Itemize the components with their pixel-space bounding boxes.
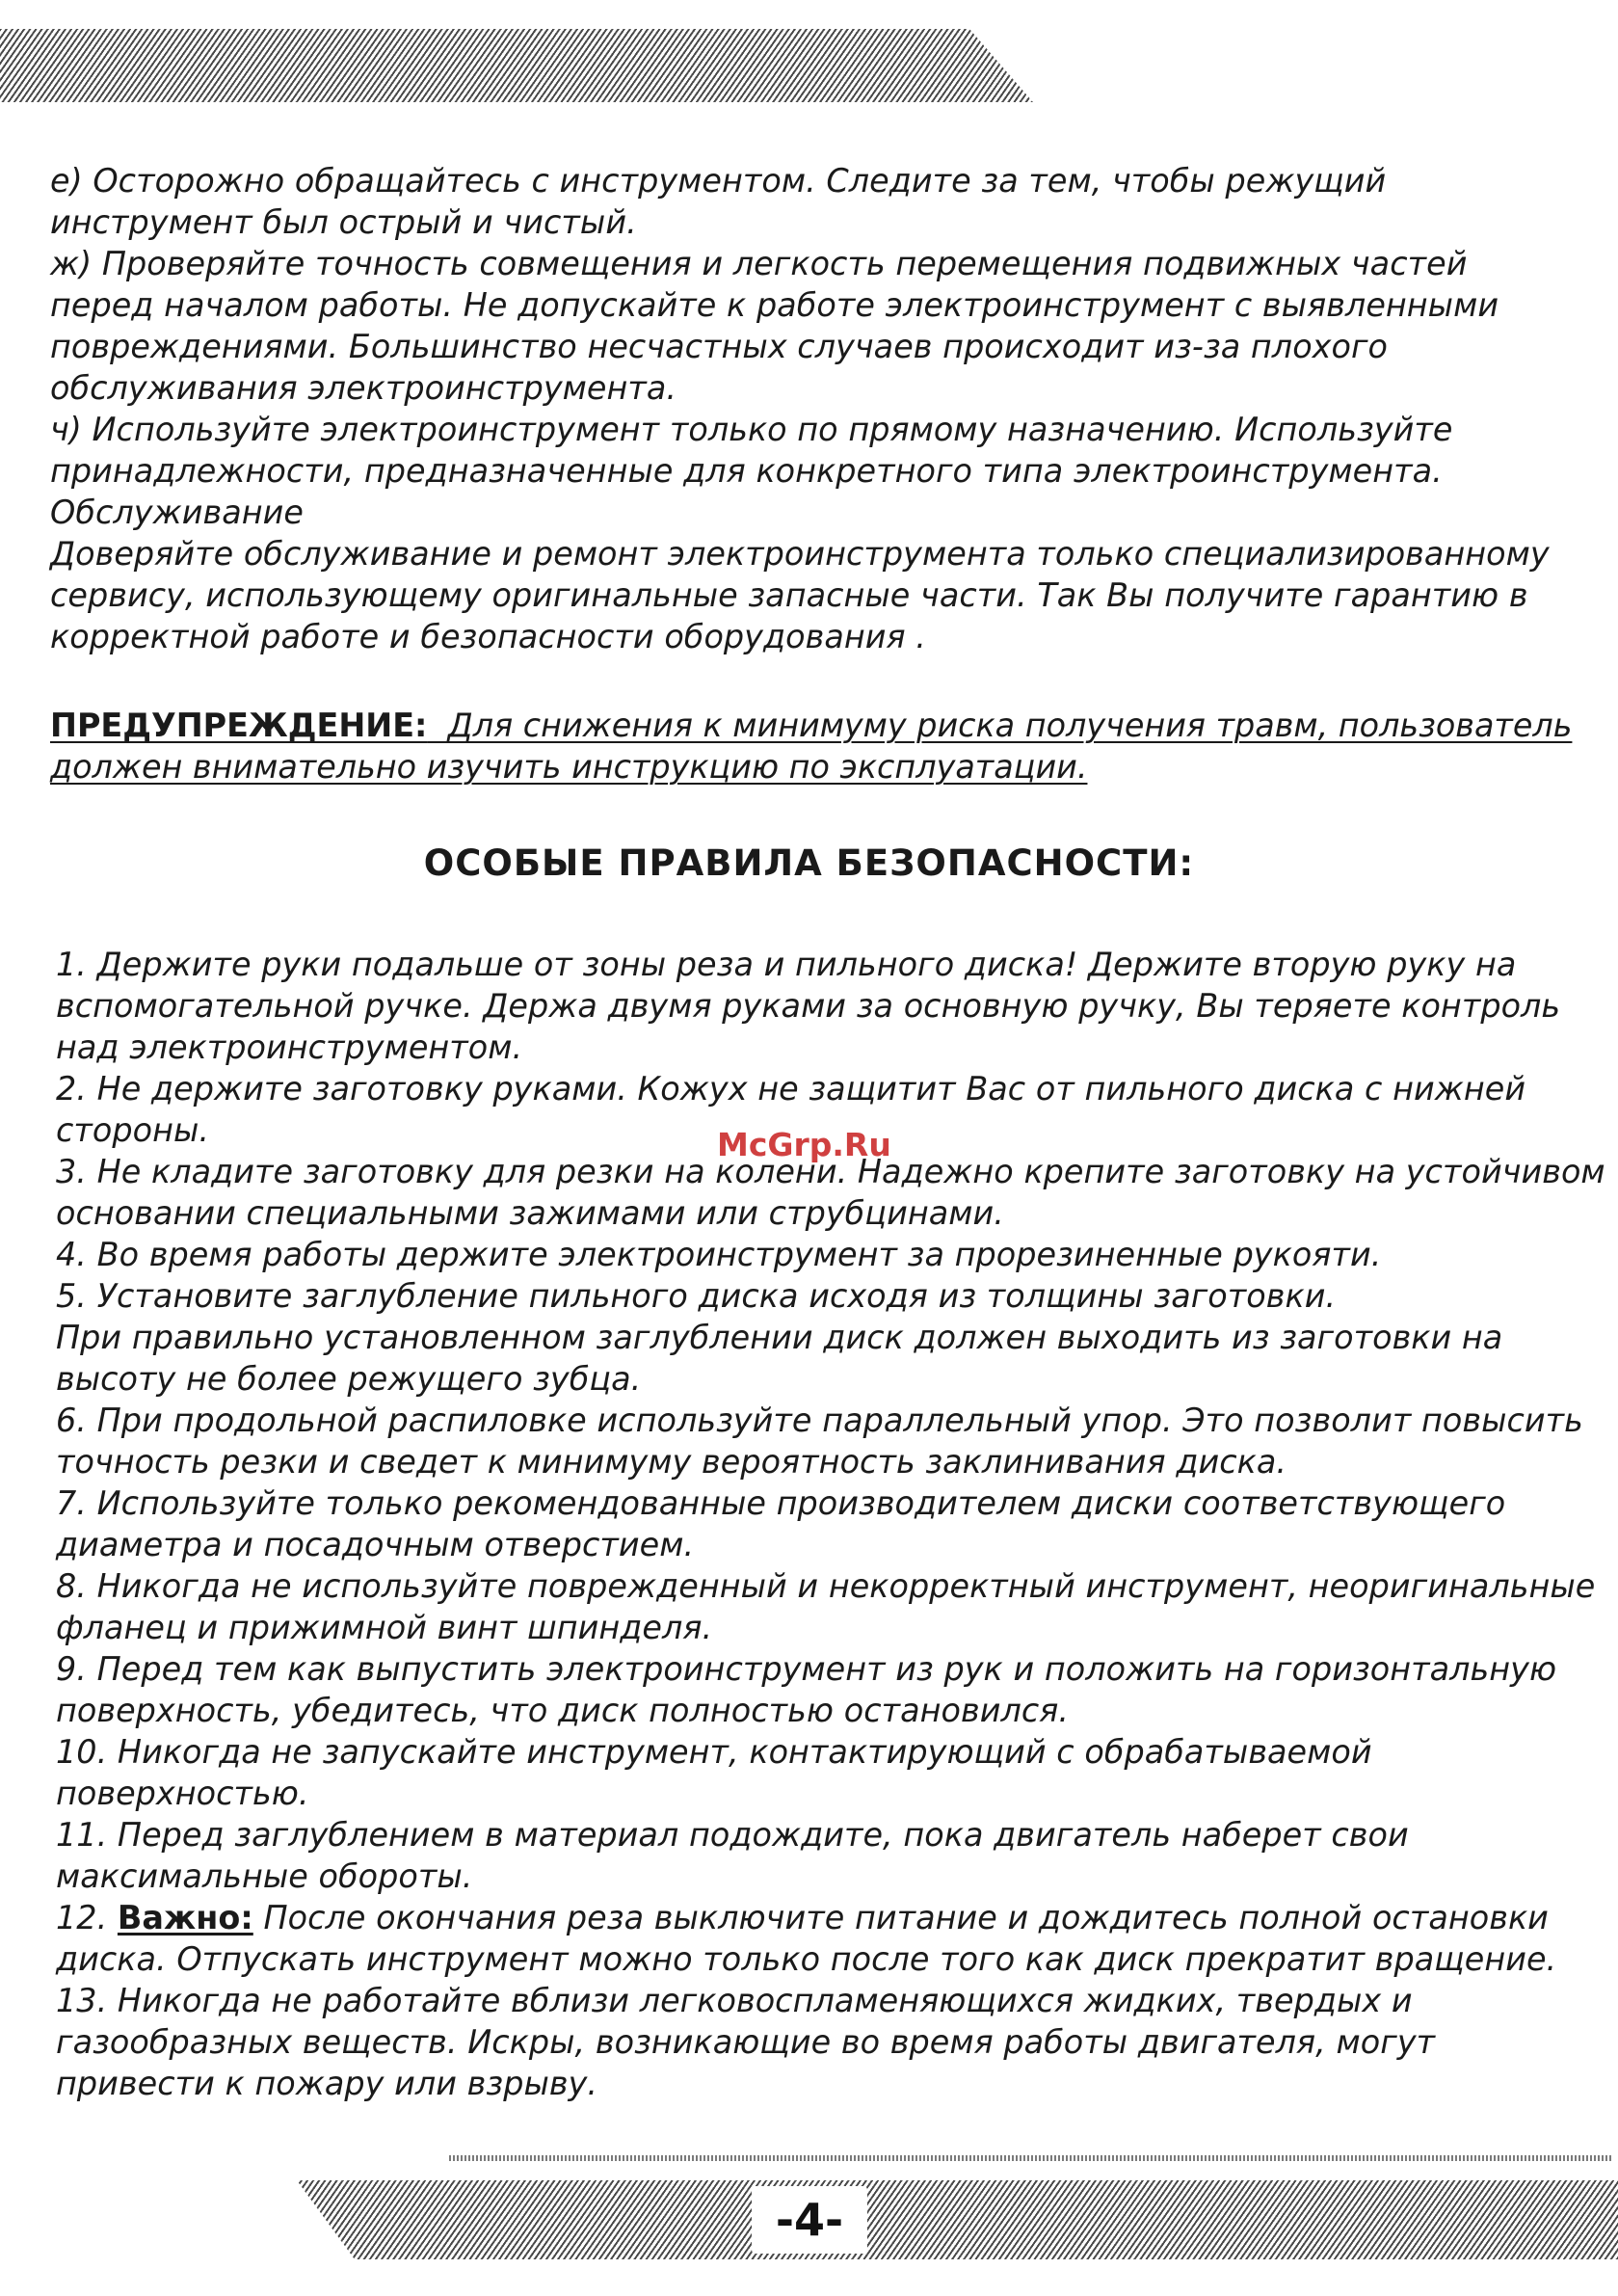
list-item: максимальные обороты. bbox=[56, 1857, 473, 1895]
list-item: вспомогательной ручке. Держа двумя руками за основную ручку, Вы теряете контроль bbox=[56, 987, 1561, 1025]
important-label: Важно: bbox=[117, 1899, 253, 1936]
text-line: ж) Проверяйте точность совмещения и легкость перемещения подвижных частей bbox=[50, 245, 1468, 282]
safety-rules-list bbox=[56, 944, 1605, 2104]
text-line: сервису, использующему оригинальные запасные части. Так Вы получите гарантию в bbox=[50, 576, 1528, 614]
section-subheading: Обслуживание bbox=[50, 494, 304, 531]
text-line: перед началом работы. Не допускайте к работе электроинструмент с выявленными bbox=[50, 286, 1499, 324]
list-item: привести к пожару или взрыву. bbox=[56, 2065, 598, 2102]
warning-line bbox=[50, 705, 1573, 746]
list-item: основании специальными зажимами или струбцинами. bbox=[56, 1194, 1004, 1232]
list-item: 9. Перед тем как выпустить электроинструмент из рук и положить на горизонтальную bbox=[56, 1650, 1557, 1688]
list-item: 13. Никогда не работайте вблизи легковоспламеняющихся жидких, твердых и bbox=[56, 1982, 1413, 2019]
list-item: точность резки и сведет к минимуму вероятность заклинивания диска. bbox=[56, 1443, 1287, 1481]
warning-note bbox=[50, 705, 1573, 788]
rule-text: После окончания реза выключите питание и дождитесь полной остановки bbox=[252, 1899, 1549, 1936]
warning-line: должен внимательно изучить инструкцию по эксплуатации. bbox=[50, 748, 1088, 786]
list-item: высоту не более режущего зубца. bbox=[56, 1360, 642, 1398]
list-item: 10. Никогда не запускайте инструмент, контактирующий с обрабатываемой bbox=[56, 1733, 1372, 1771]
list-item: 5. Установите заглубление пильного диска исходя из толщины заготовки. bbox=[56, 1277, 1337, 1315]
page-number: -4- bbox=[752, 2186, 867, 2254]
footer-dotted-divider bbox=[449, 2155, 1613, 2161]
text-line: е) Осторожно обращайтесь с инструментом. Следите за тем, чтобы режущий bbox=[50, 162, 1387, 200]
list-item: поверхностью. bbox=[56, 1775, 309, 1812]
rule-number: 12. bbox=[56, 1899, 118, 1936]
text-line: Доверяйте обслуживание и ремонт электроинструмента только специализированному bbox=[50, 535, 1550, 573]
text-line: повреждениями. Большинство несчастных случаев происходит из-за плохого bbox=[50, 328, 1389, 365]
list-item: 1. Держите руки подальше от зоны реза и пильного диска! Держите вторую руку на bbox=[56, 946, 1517, 983]
text-line: корректной работе и безопасности оборудования . bbox=[50, 618, 926, 655]
list-item: При правильно установленном заглублении диск должен выходить из заготовки на bbox=[56, 1319, 1503, 1356]
list-item: газообразных веществ. Искры, возникающие во время работы двигателя, могут bbox=[56, 2023, 1436, 2061]
bottom-decorative-band bbox=[297, 2180, 1618, 2259]
list-item: фланец и прижимной винт шпинделя. bbox=[56, 1609, 713, 1646]
intro-text bbox=[50, 160, 1573, 657]
list-item: 7. Используйте только рекомендованные производителем диски соответствующего bbox=[56, 1484, 1506, 1522]
text-line: ч) Используйте электроинструмент только по прямому назначению. Используйте bbox=[50, 411, 1453, 448]
warning-label: ПРЕДУПРЕЖДЕНИЕ: bbox=[50, 707, 428, 744]
list-item: 2. Не держите заготовку руками. Кожух не защитит Вас от пильного диска с нижней bbox=[56, 1070, 1526, 1108]
top-decorative-band bbox=[0, 29, 1033, 102]
list-item: 4. Во время работы держите электроинструмент за прорезиненные рукояти. bbox=[56, 1236, 1382, 1273]
text-line: обслуживания электроинструмента. bbox=[50, 369, 677, 407]
list-item: диска. Отпускать инструмент можно только после того как диск прекратит вращение. bbox=[56, 1940, 1557, 1978]
list-item: 6. При продольной распиловке используйте параллельный упор. Это позволит повысить bbox=[56, 1402, 1583, 1439]
list-item: над электроинструментом. bbox=[56, 1028, 523, 1066]
list-item-rule-12 bbox=[56, 1897, 1578, 1938]
list-item: диаметра и посадочным отверстием. bbox=[56, 1526, 695, 1563]
list-item: 8. Никогда не используйте поврежденный и некорректный инструмент, неоригинальные bbox=[56, 1567, 1596, 1605]
list-item: стороны. bbox=[56, 1111, 210, 1149]
list-item: 3. Не кладите заготовку для резки на колени. Надежно крепите заготовку на устойчивом bbox=[56, 1153, 1605, 1190]
watermark: McGrp.Ru bbox=[717, 1126, 891, 1163]
warning-text: Для снижения к минимуму риска получения травм, пользователь bbox=[427, 707, 1573, 744]
list-item: поверхность, убедитесь, что диск полностью остановился. bbox=[56, 1692, 1070, 1729]
text-line: принадлежности, предназначенные для конкретного типа электроинструмента. bbox=[50, 452, 1443, 490]
text-line: инструмент был острый и чистый. bbox=[50, 203, 637, 241]
section-title: ОСОБЫЕ ПРАВИЛА БЕЗОПАСНОСТИ: bbox=[423, 842, 1195, 884]
list-item: 11. Перед заглублением в материал подождите, пока двигатель наберет свои bbox=[56, 1816, 1409, 1854]
